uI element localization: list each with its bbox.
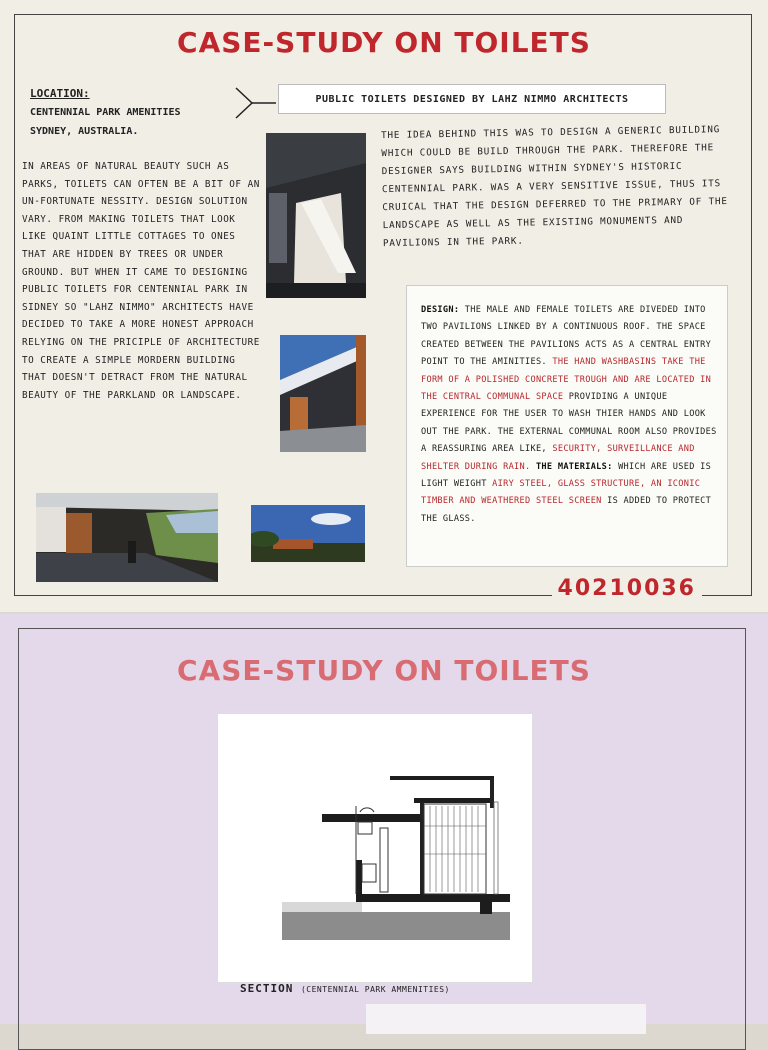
location-line-1: CENTENNIAL PARK AMENITIES (30, 107, 181, 118)
location-line-2: SYDNEY, AUSTRALIA. (30, 126, 139, 137)
design-text-3: PROVIDING A UNIQUE EXPERIENCE FOR THE USER TO WASH THIER HANDS AND LOOK OUT THE PARK. THE EXTERNAL COMMUNAL ROOM ALSO PROVIDES A REASSURING AREA LIKE, (421, 392, 717, 455)
student-code: 40210036 (552, 576, 702, 601)
pointer-arrow-icon (234, 86, 276, 120)
design-label: DESIGN: (421, 305, 465, 315)
interior-photo (266, 133, 366, 298)
landscape-photo (251, 505, 365, 562)
section-caption (240, 982, 450, 995)
location-heading: LOCATION: (30, 87, 90, 100)
idea-paragraph: THE IDEA BEHIND THIS WAS TO DESIGN A GENERIC BUILDING WHICH COULD BE BUILD THROUGH THE PARK. THEREFORE THE DESIGNER SAYS BUILDING WITHIN SYDNEY'S HISTORIC CENTENNIAL PARK. WAS A VERY SENSITIVE ISSUE, THUS ITS CRUICAL THAT THE DESIGN DEFERRED TO THE PRIMARY OF THE LANDSCAPE AS WELL AS THE EXISTING MONUMENTS AND PAVILIONS IN THE PARK. (380, 124, 728, 250)
design-text-2: THE HAND WASHBASINS TAKE THE FORM OF A POLISHED CONCRETE TROUGH AND ARE LOCATED IN THE CENTRAL COMMUNAL SPACE (421, 357, 712, 403)
location-block (30, 84, 250, 141)
walkway-photo (36, 493, 218, 582)
case-study-sheet-2 (0, 614, 768, 1024)
exterior-photo (280, 335, 366, 452)
sheet-title: CASE-STUDY ON TOILETS (177, 26, 591, 59)
paper-edge (366, 1004, 646, 1034)
design-text-5: WHICH ARE USED IS LIGHT WEIGHT (421, 461, 712, 490)
designed-by-label: PUBLIC TOILETS DESIGNED BY LAHZ NIMMO ARCHITECTS (278, 84, 666, 114)
design-text-4: SECURITY, SURVEILLANCE AND SHELTER DURING RAIN. (421, 444, 695, 472)
section-drawing (218, 714, 532, 982)
design-text-7: IS ADDED TO PROTECT THE GLASS. (421, 496, 712, 524)
design-text-6: AIRY STEEL, GLASS STRUCTURE, AN ICONIC TIMBER AND WEATHERED STEEL SCREEN (421, 479, 701, 507)
section-label: SECTION (240, 982, 294, 995)
design-notes-box (406, 285, 728, 567)
materials-label: THE MATERIALS: (535, 461, 619, 472)
intro-paragraph: IN AREAS OF NATURAL BEAUTY SUCH AS PARKS, TOILETS CAN OFTEN BE A BIT OF AN UN-FORTUNATE NESSITY. DESIGN SOLUTION VARY. FROM MAKING TOILETS THAT LOOK LIKE QUAINT LITTLE COTTAGES TO ONES THAT ARE HIDDEN BY TREES OR UNDER GROUND. BUT WHEN IT CAME TO DESIGNING PUBLIC TOILETS FOR CENTENNIAL PARK IN SIDNEY SO "LAHZ NIMMO" ARCHITECTS HAVE DECIDED TO TAKE A MORE HONEST APPROACH RELYING ON THE PRICIPLE OF ARCHITECTURE TO CREATE A SIMPLE MORDERN BUILDING THAT DOESN'T DETRACT FROM THE NATURAL BEAUTY OF THE PARKLAND OR LANDSCAPE. (22, 161, 260, 401)
design-text-1: THE MALE AND FEMALE TOILETS ARE DIVEDED INTO TWO PAVILIONS LINKED BY A CONTINUOUS ROOF. THE SPACE CREATED BETWEEN THE PAVILIONS ACTS AS A CENTRAL ENTRY POINT TO THE AMINITIES. (421, 305, 712, 368)
section-sublabel: (CENTENNIAL PARK AMMENITIES) (300, 985, 450, 994)
sheet-title-2: CASE-STUDY ON TOILETS (177, 654, 591, 687)
